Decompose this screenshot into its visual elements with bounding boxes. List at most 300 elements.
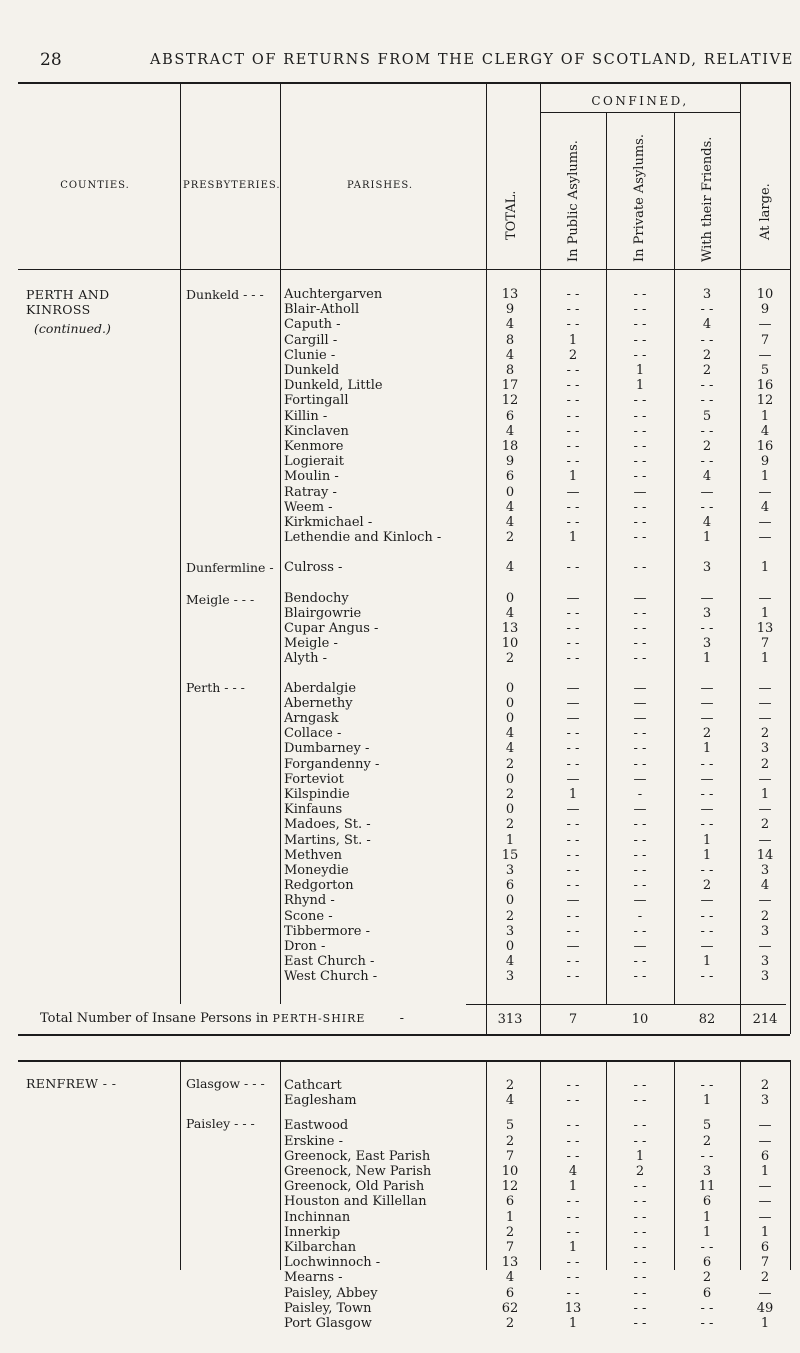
perth-total-label: Total Number of Insane Persons in (40, 1011, 273, 1026)
table-row (0, 1118, 800, 1134)
cell-private: — (633, 590, 647, 606)
cell-large: 4 (760, 499, 770, 515)
cell-total: 62 (501, 1300, 519, 1316)
table-row (0, 606, 800, 622)
table-row (0, 409, 800, 425)
parish-name: Cupar Angus - (284, 621, 379, 636)
cell-private: - - (633, 1285, 647, 1301)
table-row (0, 1164, 800, 1180)
cell-large: 6 (760, 1240, 770, 1255)
table-row (0, 1255, 800, 1271)
cell-total: 3 (505, 969, 515, 985)
cell-total: 3 (505, 923, 515, 939)
parish-name: Fortingall (284, 393, 349, 409)
cell-large: 9 (760, 454, 770, 470)
cell-private: — (633, 893, 647, 909)
parish-name: Dumbarney - (284, 741, 370, 757)
parish-name: Innerkip (284, 1224, 341, 1240)
cell-public: - - (566, 832, 580, 848)
cell-large: 16 (756, 378, 774, 394)
table-row (0, 302, 800, 318)
cell-large: 14 (756, 847, 774, 863)
cell-private: - - (633, 1093, 647, 1109)
cell-private: - - (633, 1224, 647, 1240)
cell-public: — (566, 893, 580, 909)
cell-public: - - (566, 1224, 580, 1240)
cell-friends: 3 (702, 605, 712, 621)
rule-top (18, 82, 790, 84)
cell-large: 2 (760, 908, 770, 924)
parish-name: Auchtergarven (284, 287, 383, 302)
cell-total: 15 (501, 847, 519, 863)
cell-public: — (566, 711, 580, 726)
perth-totals-values (0, 1012, 800, 1028)
cell-private: - - (633, 756, 647, 772)
parish-name: Moulin - (284, 469, 339, 485)
county-perth-line2: KINROSS (26, 302, 91, 317)
presbytery-perth: Perth - - - (186, 680, 245, 695)
cell-private: - - (633, 439, 647, 454)
cell-friends: - - (700, 1078, 714, 1093)
cell-total: 0 (505, 695, 515, 711)
cell-total: 9 (505, 302, 515, 318)
cell-large: 2 (760, 1270, 770, 1286)
cell-total: 0 (505, 711, 515, 726)
cell-friends: 4 (702, 515, 712, 530)
table-row (0, 363, 800, 379)
presbytery-dunkeld: Dunkeld - - - (186, 287, 264, 302)
cell-private: - - (633, 469, 647, 485)
table-row (0, 893, 800, 909)
table-row (0, 848, 800, 864)
cell-large: 10 (756, 287, 774, 302)
cell-public: — (566, 590, 580, 606)
perth-total-dash: - (399, 1011, 404, 1026)
cell-total: 2 (505, 756, 515, 772)
cell-private: - - (633, 1118, 647, 1134)
cell-public: - - (566, 439, 580, 454)
parish-name: Paisley, Abbey (284, 1285, 378, 1301)
parish-name: Erskine - (284, 1133, 344, 1149)
cell-total: 4 (505, 954, 515, 970)
cell-private: - - (633, 817, 647, 833)
cell-public: — (566, 484, 580, 500)
cell-private: - - (633, 1270, 647, 1286)
cell-total: 4 (505, 726, 515, 742)
cell-public: 1 (568, 787, 578, 802)
cell-public: 1 (568, 1179, 578, 1195)
cell-private: - - (633, 347, 647, 363)
cell-total: 4 (505, 423, 515, 439)
cell-private: — (633, 680, 647, 696)
cell-public: - - (566, 423, 580, 439)
parish-name: Cargill - (284, 332, 338, 348)
cell-friends: 1 (702, 1209, 712, 1225)
cell-friends: - - (700, 621, 714, 636)
cell-total: 0 (505, 802, 515, 818)
parish-name: Cathcart (284, 1078, 342, 1093)
cell-large: — (758, 771, 772, 787)
cell-large: — (758, 317, 772, 333)
cell-private: - - (633, 923, 647, 939)
header-parishes: PARISHES. (346, 180, 414, 191)
parish-name: Scone - (284, 908, 333, 924)
table-row (0, 530, 800, 546)
cell-friends: — (700, 939, 714, 954)
cell-public: - - (566, 1133, 580, 1149)
cell-large: 1 (760, 787, 770, 802)
cell-large: — (758, 484, 772, 500)
cell-friends: — (700, 680, 714, 696)
table-row (0, 1179, 800, 1195)
cell-private: - - (633, 408, 647, 424)
cell-private: - - (633, 863, 647, 878)
table-row (0, 787, 800, 803)
cell-friends: 1 (702, 847, 712, 863)
parish-name: Blairgowrie (284, 605, 362, 621)
cell-total: 2 (505, 1224, 515, 1240)
cell-friends: — (700, 695, 714, 711)
cell-public: - - (566, 756, 580, 772)
cell-total: 4 (505, 347, 515, 363)
cell-private: - - (633, 636, 647, 652)
parish-name: Greenock, Old Parish (284, 1179, 425, 1195)
cell-friends: 4 (702, 317, 712, 333)
cell-public: — (566, 680, 580, 696)
cell-private: - - (633, 954, 647, 970)
table-row (0, 741, 800, 757)
cell-friends: - - (700, 1148, 714, 1164)
cell-friends: 2 (702, 1133, 712, 1149)
cell-total: 9 (505, 454, 515, 470)
cell-large: 13 (756, 621, 774, 636)
cell-private: 1 (635, 363, 645, 378)
parish-name: Kilspindie (284, 787, 350, 802)
cell-total: 18 (501, 439, 519, 454)
cell-public: - - (566, 499, 580, 515)
rule-confined-under (540, 112, 740, 113)
cell-public: - - (566, 1194, 580, 1210)
cell-total: 4 (505, 741, 515, 757)
cell-private: - - (633, 560, 647, 576)
cell-large: 1 (760, 651, 770, 667)
cell-large: — (758, 939, 772, 954)
cell-large: — (758, 802, 772, 818)
cell-large: 7 (760, 636, 770, 652)
parish-name: Paisley, Town (284, 1300, 372, 1316)
table-row (0, 1093, 800, 1109)
cell-friends: — (700, 711, 714, 726)
table-row (0, 772, 800, 788)
cell-private: - - (633, 530, 647, 546)
cell-private: - - (633, 1179, 647, 1195)
parish-name: Killin - (284, 408, 328, 424)
cell-total: 7 (505, 1148, 515, 1164)
cell-friends: 3 (702, 560, 712, 576)
cell-private: - - (633, 1133, 647, 1149)
cell-private: — (633, 771, 647, 787)
cell-friends: 1 (702, 954, 712, 970)
parish-name: Martins, St. - (284, 832, 371, 848)
cell-friends: 1 (702, 530, 712, 546)
cell-friends: 2 (702, 439, 712, 454)
cell-friends: — (700, 893, 714, 909)
parish-name: Eaglesham (284, 1093, 357, 1109)
cell-friends: — (700, 771, 714, 787)
table-row (0, 348, 800, 364)
presbytery-dunfermline: Dunfermline - (186, 560, 274, 575)
cell-large: — (758, 1209, 772, 1225)
cell-public: - - (566, 287, 580, 302)
cell-large: 1 (760, 1224, 770, 1240)
cell-total: 12 (501, 393, 519, 409)
parish-name: Bendochy (284, 590, 349, 606)
cell-large: — (758, 590, 772, 606)
cell-public: - - (566, 605, 580, 621)
table-row (0, 515, 800, 531)
cell-total: 6 (505, 469, 515, 485)
parish-name: Dunkeld (284, 363, 340, 378)
parish-name: Dron - (284, 939, 326, 954)
table-row (0, 1210, 800, 1226)
cell-large: — (758, 680, 772, 696)
parish-name: Meigle - (284, 636, 338, 652)
cell-total: 4 (505, 560, 515, 576)
cell-friends: 5 (702, 1118, 712, 1134)
cell-large: 7 (760, 1255, 770, 1271)
cell-total: 6 (505, 1194, 515, 1210)
cell-large: 2 (760, 726, 770, 742)
cell-friends: 2 (702, 347, 712, 363)
parish-name: Alyth - (284, 651, 328, 667)
parish-name: Blair-Atholl (284, 302, 360, 318)
cell-total: 0 (505, 939, 515, 954)
parish-name: Abernethy (284, 695, 353, 711)
cell-public: — (566, 771, 580, 787)
parish-name: Aberdalgie (284, 680, 357, 696)
cell-public: - - (566, 817, 580, 833)
cell-private: - - (633, 454, 647, 470)
table-row (0, 636, 800, 652)
cell-friends: - - (700, 863, 714, 878)
header-at-large: At large. (758, 183, 773, 240)
cell-friends: 6 (702, 1285, 712, 1301)
table-row (0, 1316, 800, 1332)
cell-public: - - (566, 1255, 580, 1271)
cell-large: 12 (756, 393, 774, 409)
cell-total: 0 (505, 590, 515, 606)
cell-total: 2 (505, 1316, 515, 1331)
table-row (0, 378, 800, 394)
cell-total: 4 (505, 499, 515, 515)
cell-private: - - (633, 393, 647, 409)
rule-perth-total-top (466, 1004, 786, 1005)
cell-large: 3 (760, 741, 770, 757)
header-presbyteries: PRESBYTERIES. (183, 180, 281, 191)
cell-public: - - (566, 1118, 580, 1134)
cell-public: 1 (568, 1316, 578, 1331)
cell-large: 4 (760, 423, 770, 439)
cell-private: - - (633, 1255, 647, 1271)
cell-private: - - (633, 1078, 647, 1093)
cell-large: 2 (760, 817, 770, 833)
perth-total-county: PERTH-SHIRE (272, 1012, 366, 1025)
cell-total: 4 (505, 605, 515, 621)
cell-public: - - (566, 1148, 580, 1164)
cell-total: 13 (501, 1255, 519, 1271)
table-row (0, 333, 800, 349)
cell-total: 17 (501, 378, 519, 394)
cell-friends: 3 (702, 1164, 712, 1179)
cell-public: - - (566, 1209, 580, 1225)
table-row (0, 817, 800, 833)
cell-large: 1 (760, 408, 770, 424)
parish-name: Madoes, St. - (284, 817, 371, 833)
parish-name: Kinclaven (284, 423, 349, 439)
cell-private: - (637, 787, 643, 802)
presbytery-meigle: Meigle - - - (186, 592, 255, 607)
parish-name: Dunkeld, Little (284, 378, 383, 394)
presbytery-glasgow: Glasgow - - - (186, 1076, 265, 1091)
table-row (0, 924, 800, 940)
cell-friends: - - (700, 1240, 714, 1255)
parish-name: West Church - (284, 969, 378, 985)
table-row (0, 954, 800, 970)
parish-name: Culross - (284, 560, 343, 576)
parish-name: Methven (284, 847, 343, 863)
cell-large: — (758, 530, 772, 546)
presbytery-paisley: Paisley - - - (186, 1116, 255, 1131)
running-head: ABSTRACT OF RETURNS FROM THE CLERGY OF SCOTLAND, RELATIVE (150, 52, 794, 68)
cell-public: - - (566, 393, 580, 409)
cell-total: 0 (505, 484, 515, 500)
cell-large: 4 (760, 878, 770, 894)
cell-large: — (758, 1133, 772, 1149)
cell-total: 13 (501, 621, 519, 636)
cell-private: 1 (635, 378, 645, 394)
cell-private: - (637, 908, 643, 924)
parish-name: Forgandenny - (284, 756, 380, 772)
cell-total: 4 (505, 515, 515, 530)
cell-total: 6 (505, 878, 515, 894)
parish-name: East Church - (284, 954, 375, 970)
cell-large: 1 (760, 605, 770, 621)
table-row (0, 1240, 800, 1256)
county-perth-line1: PERTH AND (26, 287, 110, 302)
cell-friends: 6 (702, 1194, 712, 1210)
header-with-friends: With their Friends. (700, 136, 715, 262)
cell-large: 16 (756, 439, 774, 454)
parish-name: Inchinnan (284, 1209, 351, 1225)
table-row (0, 878, 800, 894)
cell-friends: - - (700, 1316, 714, 1331)
cell-friends: 6 (702, 1255, 712, 1271)
cell-private: - - (633, 423, 647, 439)
cell-large: 1 (760, 1164, 770, 1179)
cell-friends: - - (700, 908, 714, 924)
cell-total: 1 (505, 832, 515, 848)
cell-friends: - - (700, 302, 714, 318)
cell-total: 2 (505, 651, 515, 667)
cell-total: 2 (505, 908, 515, 924)
cell-friends: - - (700, 378, 714, 394)
cell-private: - - (633, 332, 647, 348)
cell-private: - - (633, 878, 647, 894)
cell-public: - - (566, 1285, 580, 1301)
table-row (0, 726, 800, 742)
cell-friends: 3 (702, 287, 712, 302)
cell-private: - - (633, 1300, 647, 1316)
cell-public: 1 (568, 1240, 578, 1255)
cell-large: 9 (760, 302, 770, 318)
cell-large: 3 (760, 969, 770, 985)
cell-public: - - (566, 317, 580, 333)
table-row (0, 1149, 800, 1165)
table-row (0, 485, 800, 501)
cell-large: — (758, 1118, 772, 1134)
cell-total: 7 (505, 1240, 515, 1255)
cell-public: - - (566, 1078, 580, 1093)
parish-name: Ratray - (284, 484, 337, 500)
cell-public: - - (566, 621, 580, 636)
cell-large: 1 (760, 1316, 770, 1331)
parish-name: Caputh - (284, 317, 341, 333)
table-row (0, 1134, 800, 1150)
cell-public: - - (566, 408, 580, 424)
cell-public: - - (566, 454, 580, 470)
cell-private: - - (633, 302, 647, 318)
table-row (0, 651, 800, 667)
table-row (0, 439, 800, 455)
table-row (0, 711, 800, 727)
table-row (0, 1286, 800, 1302)
cell-friends: 1 (702, 832, 712, 848)
parish-name: Redgorton (284, 878, 354, 894)
cell-private: - - (633, 1240, 647, 1255)
cell-total: 10 (501, 636, 519, 652)
cell-total: 8 (505, 332, 515, 348)
cell-private: - - (633, 969, 647, 985)
cell-total: 0 (505, 771, 515, 787)
cell-private: - - (633, 287, 647, 302)
cell-public: - - (566, 515, 580, 530)
cell-public: — (566, 939, 580, 954)
cell-private: - - (633, 499, 647, 515)
cell-public: - - (566, 636, 580, 652)
cell-large: 3 (760, 954, 770, 970)
cell-large: — (758, 711, 772, 726)
cell-public: 2 (568, 347, 578, 363)
cell-large: 2 (760, 1078, 770, 1093)
table-row (0, 909, 800, 925)
cell-public: 1 (568, 530, 578, 546)
cell-friends: - - (700, 393, 714, 409)
cell-large: 7 (760, 332, 770, 348)
cell-public: - - (566, 954, 580, 970)
cell-large: — (758, 515, 772, 530)
table-row (0, 393, 800, 409)
cell-public: - - (566, 863, 580, 878)
cell-total: 10 (501, 1164, 519, 1179)
table-row (0, 591, 800, 607)
table-row (0, 560, 800, 576)
cell-friends: 2 (702, 1270, 712, 1286)
cell-public: - - (566, 878, 580, 894)
cell-private: - - (633, 1194, 647, 1210)
cell-private: - - (633, 515, 647, 530)
parish-name: Mearns - (284, 1270, 343, 1286)
cell-private: — (633, 802, 647, 818)
